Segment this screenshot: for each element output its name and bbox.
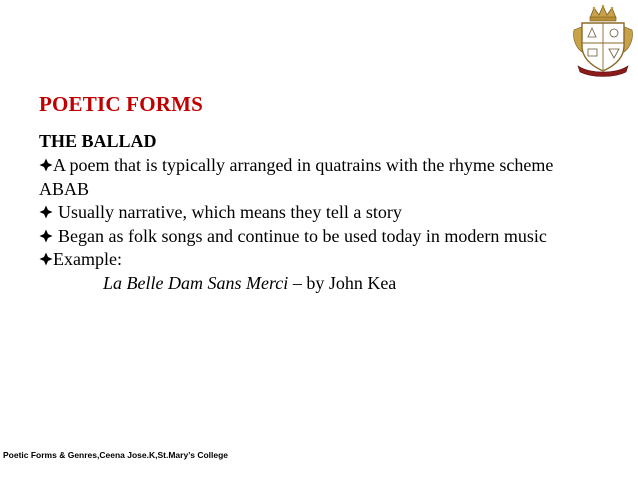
diamond-bullet-icon — [39, 205, 53, 219]
bullet-text: Usually narrative, which means they tell a story — [58, 202, 402, 222]
diamond-bullet-icon — [39, 229, 53, 243]
example-line — [39, 272, 619, 296]
college-crest-icon — [570, 4, 636, 78]
slide-footer: Poetic Forms & Genres,Ceena Jose.K,St.Mary’s College — [3, 450, 229, 460]
bullet-text: Began as folk songs and continue to be used today in modern music — [58, 225, 547, 246]
slide-title: POETIC FORMS — [39, 92, 203, 116]
diamond-bullet-icon — [39, 158, 53, 172]
bullet-item — [39, 248, 619, 272]
example-work-title: La Belle Dam Sans Merci — [103, 272, 289, 293]
bullet-continuation: ABAB — [39, 178, 90, 199]
bullet-item — [39, 225, 619, 249]
bullet-text: A poem that is typically arranged in quatrains with the rhyme scheme — [53, 155, 554, 175]
section-heading: THE BALLAD — [39, 131, 157, 151]
diamond-bullet-icon — [39, 252, 53, 266]
bullet-list — [39, 154, 619, 295]
bullet-item — [39, 201, 619, 225]
example-attribution: – by John Kea — [288, 272, 397, 293]
bullet-item — [39, 154, 619, 178]
bullet-text: Example: — [53, 249, 122, 269]
